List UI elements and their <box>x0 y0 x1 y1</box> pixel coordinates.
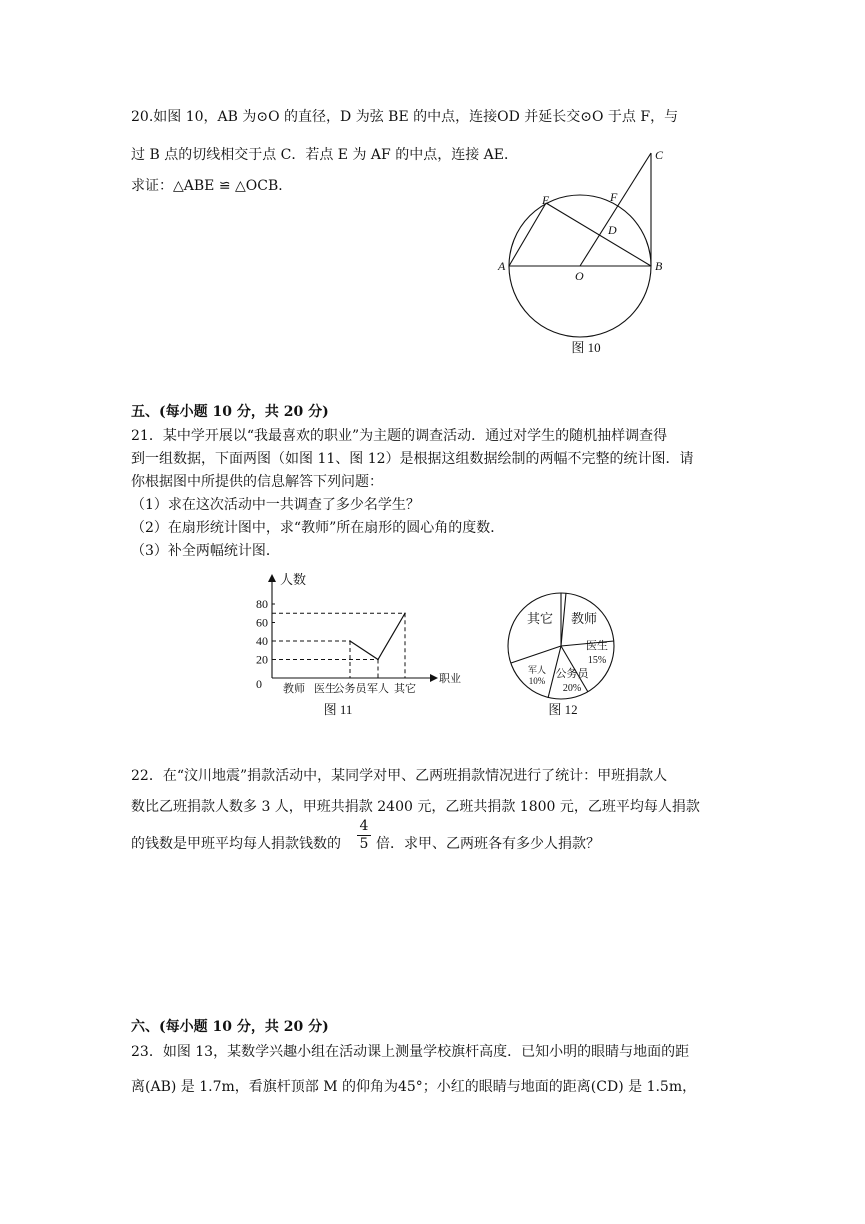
y-axis-arrow <box>268 574 276 582</box>
figure-10 <box>490 140 690 365</box>
slice-percent-soldier: 10% <box>528 676 546 686</box>
q23-line2: 离(AB) 是 1.7m，看旗杆顶部 M 的仰角为45°；小红的眼睛与地面的距离(CD) 是 1.5m， <box>131 1079 697 1095</box>
section5-heading: 五、(每小题 10 分，共 20 分) <box>131 404 329 420</box>
q22-line1: 22．在“汶川地震”捐款活动中，某同学对甲、乙两班捐款情况进行了统计：甲班捐款人 <box>131 768 668 784</box>
x-tick-label-2: 公务员 <box>333 683 367 695</box>
fraction <box>357 818 371 853</box>
data-point-1 <box>377 659 379 661</box>
data-point-2 <box>404 612 406 614</box>
q22-line2: 数比乙班捐款人数多 3 人，甲班共捐款 2400 元，乙班共捐款 1800 元，乙班平均每人捐款 <box>131 799 700 815</box>
caption-fig12: 图 12 <box>548 702 578 717</box>
fraction-numerator: 4 <box>359 818 369 834</box>
x-axis-arrow <box>430 674 438 682</box>
y-tick-label-20: 20 <box>256 652 268 667</box>
y-tick-label-0: 0 <box>256 677 262 691</box>
q22-line3a: 的钱数是甲班平均每人捐款钱数的 <box>131 836 341 852</box>
label-e: E <box>542 193 550 207</box>
q21-sub3: （3）补全两幅统计图． <box>131 543 280 559</box>
q21-line3: 你根据图中所提供的信息解答下列问题： <box>131 474 383 490</box>
y-tick-label-40: 40 <box>256 634 268 648</box>
caption-fig10: 图 10 <box>571 340 601 355</box>
y-axis-label: 人数 <box>280 572 307 587</box>
slice-label-teacher: 教师 <box>570 611 598 626</box>
line-oc <box>580 153 651 266</box>
caption-fig11: 图 11 <box>323 702 353 717</box>
fraction-denominator: 5 <box>359 836 369 852</box>
pie-divider-2 <box>561 593 566 646</box>
x-tick-label-1: 医生 <box>314 683 336 695</box>
pie-divider-6 <box>511 646 561 663</box>
segment-ae <box>509 203 546 266</box>
y-tick-label-80: 80 <box>256 597 268 611</box>
label-b: B <box>655 259 663 273</box>
q21-line1: 21．某中学开展以“我最喜欢的职业”为主题的调查活动．通过对学生的随机抽样调查得 <box>131 428 668 444</box>
x-tick-label-3: 军人 <box>367 683 389 695</box>
x-tick-label-4: 其它 <box>394 683 416 695</box>
label-c: C <box>655 148 664 162</box>
chord-be <box>546 203 651 266</box>
slice-label-soldier: 军人 <box>527 665 547 675</box>
slice-label-doctor: 医生 <box>586 640 608 652</box>
q21-sub1: （1）求在这次活动中一共调查了多少名学生？ <box>131 497 420 513</box>
q20-line1: 20.如图 10，AB 为⊙O 的直径，D 为弦 BE 的中点，连接OD 并延长交⊙O 于点 F，与 <box>131 109 679 125</box>
figure-11-chart <box>240 570 470 720</box>
q23-line1: 23．如图 13，某数学兴趣小组在活动课上测量学校旗杆高度．已知小明的眼睛与地面的距 <box>131 1044 690 1060</box>
label-f: F <box>610 190 618 204</box>
q20-line3: 求证：△ABE ≌ △OCB． <box>131 178 293 194</box>
x-tick-label-0: 教师 <box>283 683 305 695</box>
slice-percent-civil: 20% <box>562 683 582 694</box>
label-o: O <box>575 269 584 283</box>
section6-heading: 六、(每小题 10 分，共 20 分) <box>131 1019 329 1035</box>
data-point-0 <box>349 640 351 642</box>
y-tick-label-60: 60 <box>256 615 268 630</box>
slice-percent-doctor: 15% <box>587 655 607 666</box>
q22-line3b: 倍．求甲、乙两班各有多少人捐款？ <box>376 836 600 852</box>
series-line <box>350 613 405 659</box>
label-a: A <box>498 259 506 273</box>
slice-label-civil: 公务员 <box>555 668 589 680</box>
figure-12-chart <box>500 585 630 725</box>
q20-line2: 过 B 点的切线相交于点 C．若点 E 为 AF 的中点，连接 AE． <box>131 147 518 163</box>
x-axis-label: 职业 <box>439 673 461 685</box>
label-d: D <box>608 223 617 237</box>
q21-line2: 到一组数据，下面两图（如图 11、图 12）是根据这组数据绘制的两幅不完整的统计图．请 <box>131 451 694 467</box>
q21-sub2: （2）在扇形统计图中，求“教师”所在扇形的圆心角的度数． <box>131 520 505 536</box>
slice-label-other: 其它 <box>526 611 554 626</box>
